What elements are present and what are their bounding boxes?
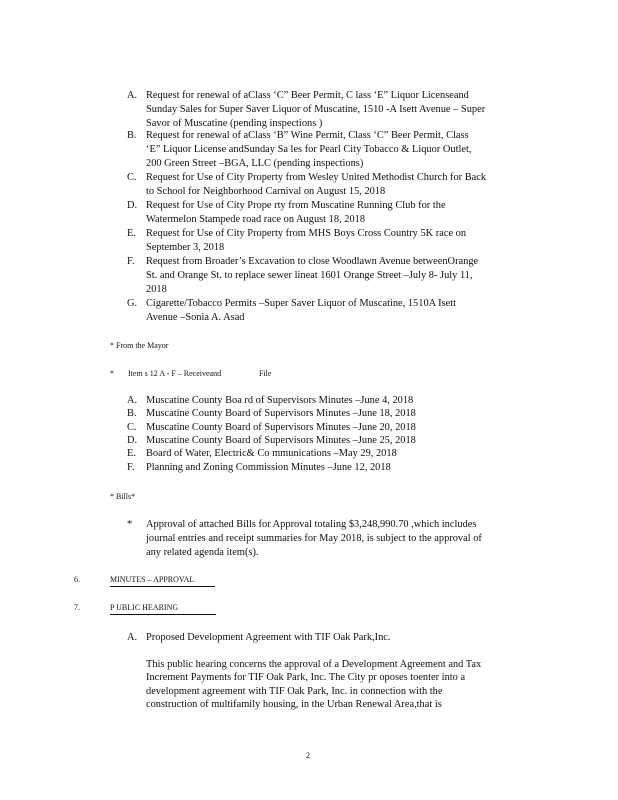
list-item-line: Avenue –Sonia A. Asad: [146, 312, 245, 323]
bills-heading: * Bills*: [110, 492, 136, 501]
list-item-line: Savor of Muscatine (pending inspections ): [146, 118, 323, 129]
list-item-line: Cigarette/Tobacco Permits –Super Saver Liquor of Muscatine, 1510A Isett: [146, 298, 457, 309]
section-6-title: MINUTES – APPROVAL: [110, 575, 195, 584]
list-letter: E.: [127, 228, 136, 239]
list-letter: F.: [127, 256, 135, 267]
bills-star: *: [127, 519, 133, 530]
list-item-line: Request for Use of City Property from MHS Boys Cross Country 5K race on: [146, 228, 467, 239]
list-letter: A.: [127, 395, 138, 406]
list-item-line: to School for Neighborhood Carnival on August 15, 2018: [146, 186, 386, 197]
list-item-line: 200 Green Street –BGA, LLC (pending inspections): [146, 158, 364, 169]
items-received-heading: Item s 12 A - F – Receiveand: [128, 369, 222, 378]
list-item-line: Request for renewal of aClass ‘C” Beer Permit, C lass ‘E” Liquor Licenseand: [146, 90, 469, 101]
list-item-line: Request for renewal of aClass ‘B” Wine Permit, Class ‘C” Beer Permit, Class: [146, 130, 469, 141]
list-item-line: Muscatine County Board of Supervisors Minutes –June 20, 2018: [146, 422, 416, 433]
hearing-body-line: This public hearing concerns the approval of a Development Agreement and Tax: [146, 659, 482, 670]
list-item-line: Planning and Zoning Commission Minutes –June 12, 2018: [146, 462, 391, 473]
list-item-line: 2018: [146, 284, 167, 295]
hearing-body-line: Increment Payments for TIF Oak Park, Inc. The City pr oposes toenter into a: [146, 672, 466, 683]
section-6-number: 6.: [74, 575, 80, 584]
list-item-line: September 3, 2018: [146, 242, 225, 253]
list-letter: B.: [127, 408, 137, 419]
hearing-body-line: construction of multifamily housing, in the Urban Renewal Area,that is: [146, 699, 442, 710]
list-letter: E.: [127, 448, 136, 459]
list-item-line: Board of Water, Electric& Co mmunications –May 29, 2018: [146, 448, 397, 459]
list-item-line: Sunday Sales for Super Saver Liquor of Muscatine, 1510 -A Isett Avenue – Super: [146, 104, 486, 115]
list-item-line: ‘E” Liquor License andSunday Sa les for Pearl City Tobacco & Liquor Outlet,: [146, 144, 472, 155]
list-letter: C.: [127, 422, 137, 433]
list-item-line: Request for Use of City Property from Wesley United Methodist Church for Back: [146, 172, 487, 183]
section-7-title: P UBLIC HEARING: [110, 603, 179, 612]
list-letter: B.: [127, 130, 137, 141]
items-received-file: File: [259, 369, 272, 378]
list-item-line: Muscatine County Board of Supervisors Minutes –June 25, 2018: [146, 435, 416, 446]
list-letter: D.: [127, 200, 138, 211]
list-item-line: Muscatine County Boa rd of Supervisors Minutes –June 4, 2018: [146, 395, 414, 406]
list-letter: G.: [127, 298, 138, 309]
list-letter: C.: [127, 172, 137, 183]
from-mayor-heading: * From the Mayor: [110, 341, 169, 350]
list-letter: A.: [127, 90, 138, 101]
list-item-line: Muscatine County Board of Supervisors Minutes –June 18, 2018: [146, 408, 416, 419]
bills-line: Approval of attached Bills for Approval totaling $3,248,990.70 ,which includes: [146, 519, 477, 530]
bills-line: journal entries and receipt summaries for May 2018, is subject to the approval of: [146, 533, 482, 544]
items-star: *: [110, 369, 114, 378]
hearing-letter: A.: [127, 632, 138, 643]
bills-line: any related agenda item(s).: [146, 547, 259, 558]
list-item-line: Request for Use of City Prope rty from Muscatine Running Club for the: [146, 200, 446, 211]
list-letter: D.: [127, 435, 138, 446]
list-letter: F.: [127, 462, 135, 473]
list-item-line: Request from Broader’s Excavation to close Woodlawn Avenue betweenOrange: [146, 256, 479, 267]
page-number: 2: [306, 751, 310, 760]
hearing-body-line: development agreement with TIF Oak Park, Inc. in connection with the: [146, 686, 443, 697]
hearing-title: Proposed Development Agreement with TIF Oak Park,Inc.: [146, 632, 391, 643]
section-6-underline: [110, 586, 215, 587]
section-7-number: 7.: [74, 603, 80, 612]
list-item-line: St. and Orange St. to replace sewer lineat 1601 Orange Street –July 8- July 11,: [146, 270, 473, 281]
list-item-line: Watermelon Stampede road race on August 18, 2018: [146, 214, 366, 225]
section-7-underline: [110, 614, 216, 615]
